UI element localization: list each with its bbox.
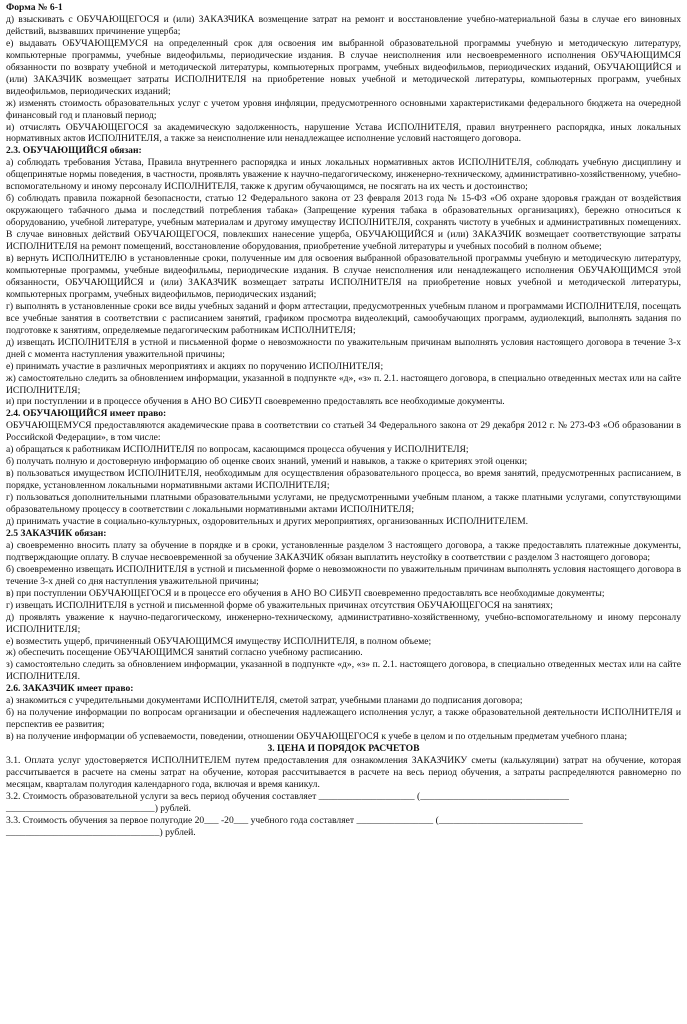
list-item: ж) изменять стоимость образовательных услуг с учетом уровня инфляции, предусмотренного основными характеристиками федерального бюджета на очередной финансовый год и плановый период; (6, 97, 681, 121)
list-item: а) своевременно вносить плату за обучение в порядке и в сроки, установленные разделом 3 настоящего договора, а также предоставлять платежные документы, подтверждающие оплату. В случае несвоевременной за обучение ЗАКАЗЧИК обязан выплатить неустойку в соответствии с разделом 3 настоящего договора; (6, 539, 681, 563)
list-item: з) самостоятельно следить за обновлением информации, указанной в подпункте «д», «з» п. 2.1. настоящего договора, в специально отведенных местах или на сайте ИСПОЛНИТЕЛЯ. (6, 659, 681, 683)
list-item: б) соблюдать правила пожарной безопасности, статью 12 Федерального закона от 23 февраля 2013 года № 15-ФЗ «Об охране здоровья граждан от воздействия окружающего табачного дыма и последствий потребления табака» (Запрещение курения табака в образовательных организациях), бережно относиться к оборудованию, учебной литературе, учебным материалам и другому имуществу ИСПОЛНИТЕЛЯ, сохранять чистоту в учебных и административных помещениях. В случае виновных действий ОБУЧАЮЩЕГОСЯ, повлекших нанесение ущерба, ОБУЧАЮЩИЙСЯ и (или) ЗАКАЗЧИК возмещает соответствующие затраты ИСПОЛНИТЕЛЯ на ремонт помещений, восстановление оборудования, приобретение учебной литературы и учебных пособий в полном объеме; (6, 193, 681, 253)
list-item: в) пользоваться имуществом ИСПОЛНИТЕЛЯ, необходимым для осуществления образовательного процесса, во время занятий, предусмотренных расписанием, в порядке, установленном локальными нормативными актами ИСПОЛНИТЕЛЯ; (6, 468, 681, 492)
section-2-5 (6, 528, 681, 683)
list-item: ж) самостоятельно следить за обновлением информации, указанной в подпункте «д», «з» п. 2.1. настоящего договора, в специально отведенных местах или на сайте ИСПОЛНИТЕЛЯ; (6, 372, 681, 396)
list-item: и) при поступлении и в процессе обучения в АНО ВО СИБУП своевременно предоставлять все необходимые документы. (6, 396, 505, 408)
list-item: е) возместить ущерб, причиненный ОБУЧАЮЩИМСЯ имуществу ИСПОЛНИТЕЛЯ, в полном объеме; (6, 635, 432, 647)
section-2-3 (6, 145, 681, 408)
section-2-4 (6, 408, 681, 528)
list-item: в) на получение информации об успеваемости, поведении, отношении ОБУЧАЮЩЕГОСЯ к учебе в целом и по отдельным предметам учебного плана; (6, 731, 627, 743)
list-item: в) при поступлении ОБУЧАЮЩЕГОСЯ и в процессе его обучения в АНО ВО СИБУП своевременно предоставлять все необходимые документы; (6, 587, 605, 599)
list-item: д) проявлять уважение к научно-педагогическому, инженерно-техническому, административно-хозяйственному, учебно-вспомогательному и иному персоналу ИСПОЛНИТЕЛЯ; (6, 611, 681, 635)
form-label: Форма № 6-1 (6, 2, 63, 13)
list-item: д) принимать участие в социально-культурных, оздоровительных и других мероприятиях, организованных ИСПОЛНИТЕЛЕМ. (6, 515, 529, 527)
paragraph-3-2-continued: _______________________________) рублей. (6, 802, 191, 814)
list-item: б) получать полную и достоверную информацию об оценке своих знаний, умений и навыков, а также о критериях этой оценки; (6, 456, 528, 468)
section-heading: 2.4. ОБУЧАЮЩИЙСЯ имеет право: (6, 408, 167, 420)
paragraph-3-3-continued: ________________________________) рублей. (6, 826, 196, 838)
list-item: в) вернуть ИСПОЛНИТЕЛЮ в установленные сроки, полученные им для освоения выбранной образовательной программы учебную и методическую литературу, компьютерные программы, учебные видеофильмы, периодические издания. В случае неисполнения или ненадлежащего исполнения ОБУЧАЮЩИМСЯ этой обязанности, ОБУЧАЮЩИЙСЯ и (или) ЗАКАЗЧИК возмещает затраты ИСПОЛНИТЕЛЯ на приобретение новых учебной и методической литературы, компьютерных программ, учебных видеофильмов, периодических изданий; (6, 253, 681, 300)
list-item: а) соблюдать требования Устава, Правила внутреннего распорядка и иных локальных нормативных актов ИСПОЛНИТЕЛЯ, соблюдать учебную дисциплину и общепринятые нормы поведения, в частности, проявлять уважение к научно-педагогическому, инженерно-техническому, административно-хозяйственному, учебно-вспомогательному и иному персоналу ИСПОЛНИТЕЛЯ, также к другим обучающимся, не посягать на их честь и достоинство; (6, 157, 681, 193)
section-heading: 3. ЦЕНА И ПОРЯДОК РАСЧЕТОВ (267, 743, 420, 755)
list-item: г) извещать ИСПОЛНИТЕЛЯ в устной и письменной форме об уважительных причинах отсутствия ОБУЧАЮЩЕГОСЯ на занятиях; (6, 599, 553, 611)
list-item: д) извещать ИСПОЛНИТЕЛЯ в устной и письменной форме о невозможности по уважительным причинам выполнять условия настоящего договора в течение 3-х дней с момента наступления уважительной причины; (6, 336, 681, 360)
section-heading: 2.5 ЗАКАЗЧИК обязан: (6, 527, 107, 539)
list-item: е) принимать участие в различных мероприятиях и акциях по поручению ИСПОЛНИТЕЛЯ; (6, 360, 384, 372)
preceding-items (6, 14, 681, 145)
list-item: и) отчислять ОБУЧАЮЩЕГОСЯ за академическую задолженность, нарушение Устава ИСПОЛНИТЕЛЯ, правил внутреннего распорядка, иных локальных нормативных актов ИСПОЛНИТЕЛЯ, а также за неисполнение или ненадлежащее исполнение условий настоящего договора. (6, 121, 681, 145)
list-item: б) своевременно извещать ИСПОЛНИТЕЛЯ в устной и письменной форме о невозможности по уважительным причинам выполнять условия настоящего договора в течение 3-х дней со дня наступления уважительной причины; (6, 563, 681, 587)
paragraph-3-2: 3.2. Стоимость образовательной услуги за весь период обучения составляет ____________________ (_______________________________ (6, 790, 569, 802)
section-3 (6, 743, 681, 839)
list-item: ж) обеспечить посещение ОБУЧАЮЩИМСЯ занятий согласно учебному расписанию. (6, 647, 363, 659)
list-item: ОБУЧАЮЩЕМУСЯ предоставляются академические права в соответствии со статьей 34 Федерального закона от 29 декабря 2012 г. № 273-ФЗ «Об образовании в Российской Федерации», в том числе: (6, 420, 681, 444)
list-item: г) выполнять в установленные сроки все виды учебных заданий и форм аттестации, предусмотренных учебным планом и программами ИСПОЛНИТЕЛЯ, посещать все учебные занятия в соответствии с расписанием занятий, графиком просмотра видеолекций, самообучающих программ, аудиолекций, выполнять задания по подготовке к занятиям, определяемые педагогическим работникам ИСПОЛНИТЕЛЯ; (6, 300, 681, 336)
list-item: а) обращаться к работникам ИСПОЛНИТЕЛЯ по вопросам, касающимся процесса обучения у ИСПОЛНИТЕЛЯ; (6, 444, 469, 456)
section-2-6 (6, 683, 681, 743)
paragraph-3-1: 3.1. Оплата услуг удостоверяется ИСПОЛНИТЕЛЕМ путем предоставления для ознакомления ЗАКАЗЧИКУ сметы (калькуляции) затрат на обучение, которая рассчитывается в расчете на смены затрат на обучение, которая рассчитывается в расчете на весь период обучения, а затраты распределяются равномерно по месяцам, кварталам полугодия календарного года, включая и время каникул. (6, 755, 681, 790)
list-item: б) на получение информации по вопросам организации и обеспечения надлежащего исполнения услуг, а также образовательной деятельности ИСПОЛНИТЕЛЯ и перспектив ее развития; (6, 707, 681, 731)
list-item: е) выдавать ОБУЧАЮЩЕМУСЯ на определенный срок для освоения им выбранной образовательной программы учебную и методическую литературу, компьютерные программы, учебные видеофильмы, периодические издания. В случае неисполнения или несвоевременного исполнения ОБУЧАЮЩИМСЯ обязанности по возврату учебной и методической литературы, компьютерных программ, учебных видеофильмов, периодических изданий, ОБУЧАЮЩИЙСЯ и (или) ЗАКАЗЧИК возмещает затраты ИСПОЛНИТЕЛЯ на приобретение новых учебной и методической литературы, компьютерных программ, учебных видеофильмов, периодических изданий; (6, 37, 681, 97)
section-heading: 2.6. ЗАКАЗЧИК имеет право: (6, 683, 134, 695)
section-heading: 2.3. ОБУЧАЮЩИЙСЯ обязан: (6, 145, 142, 157)
paragraph-3-3: 3.3. Стоимость обучения за первое полугодие 20___ -20___ учебного года составляет ________________ (______________________________ (6, 814, 583, 826)
list-item: г) пользоваться дополнительными платными образовательными услугами, не предусмотренными учебным планом, а также платными услугами, сопутствующими образовательному процессу в соответствии с локальными нормативными актами ИСПОЛНИТЕЛЯ; (6, 492, 681, 516)
list-item: д) взыскивать с ОБУЧАЮЩЕГОСЯ и (или) ЗАКАЗЧИКА возмещение затрат на ремонт и восстановление учебно-материальной базы в случае его виновных действий, вызвавших причинение ущерба; (6, 13, 681, 37)
list-item: а) знакомиться с учредительными документами ИСПОЛНИТЕЛЯ, сметой затрат, учебными планами до подписания договора; (6, 695, 523, 707)
